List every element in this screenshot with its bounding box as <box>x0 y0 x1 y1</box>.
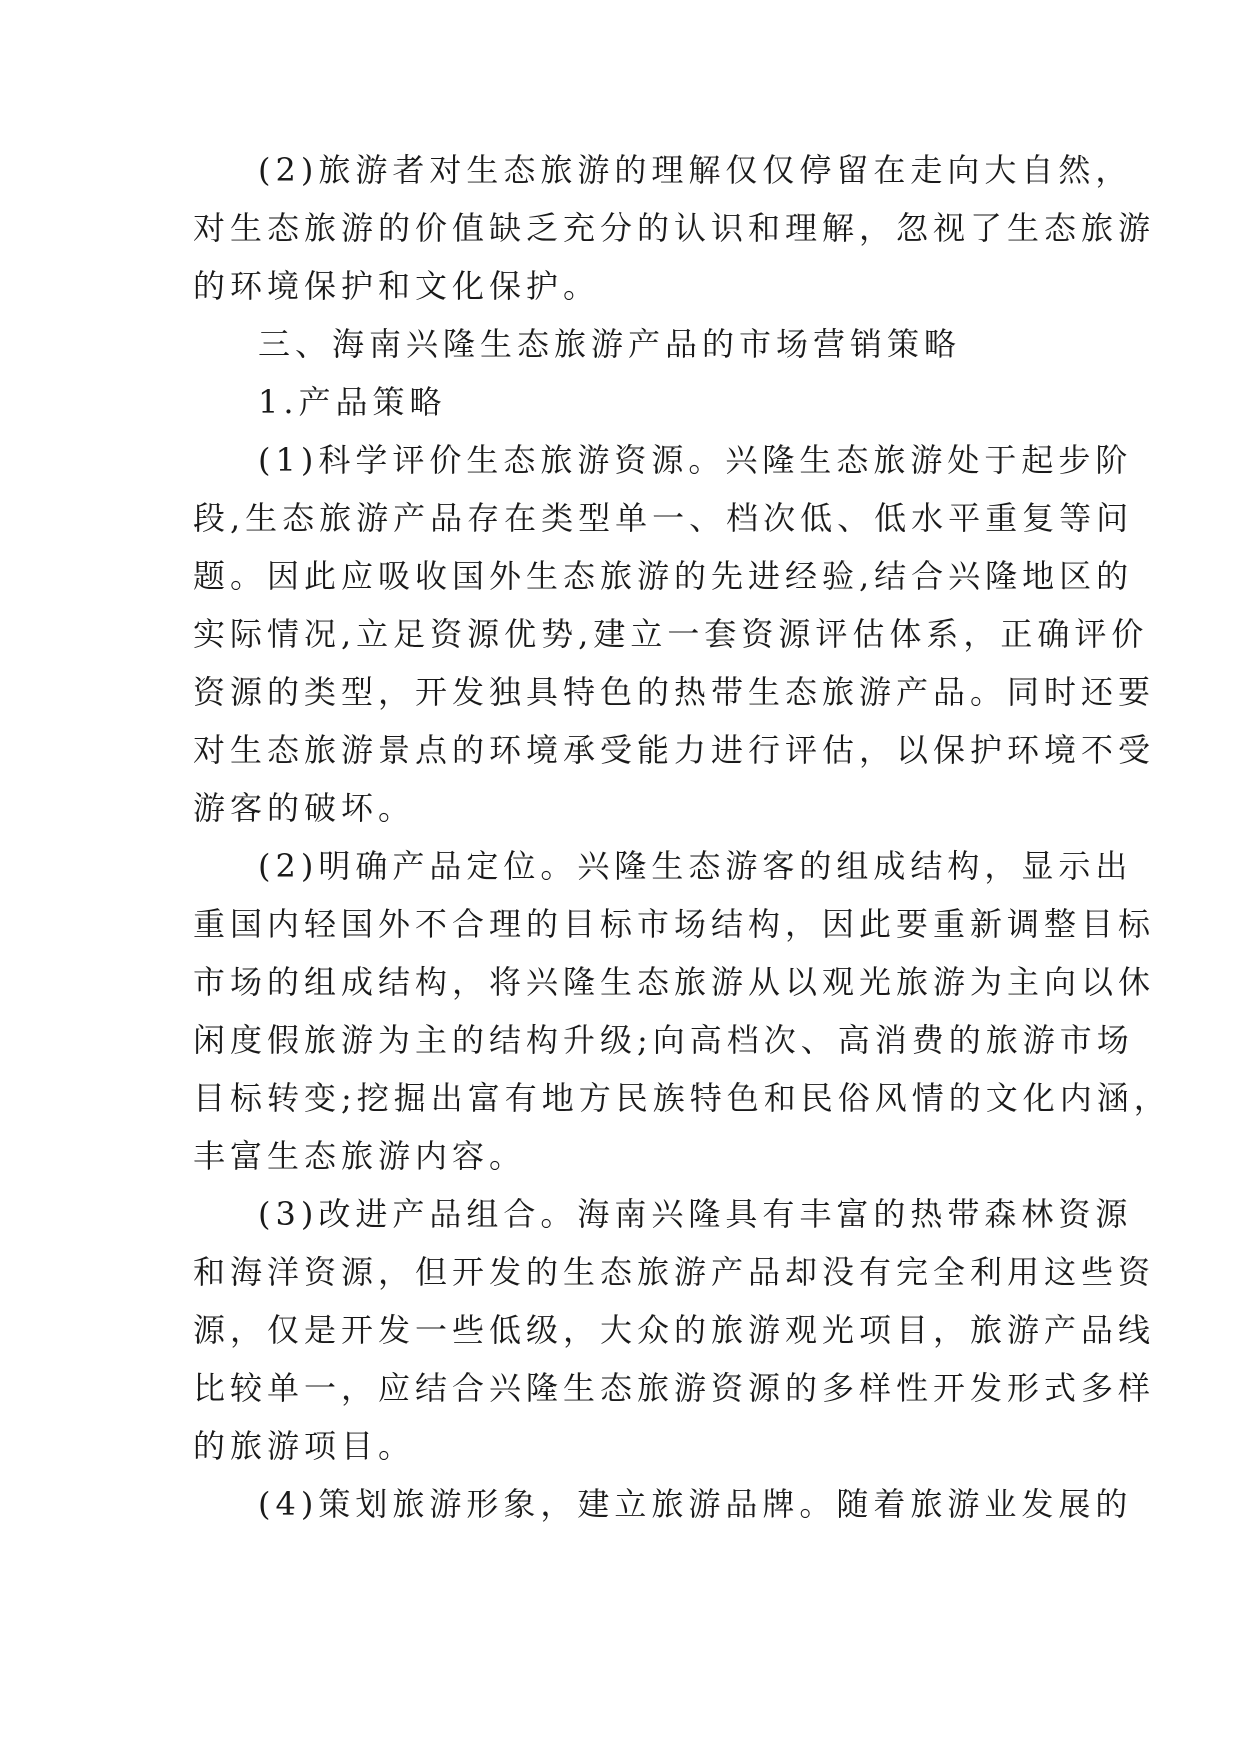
paragraph-line: 题。因此应吸收国外生态旅游的先进经验,结合兴隆地区的 <box>193 557 1134 595</box>
subsection-heading: 1.产品策略 <box>258 383 447 421</box>
paragraph-line: (2)旅游者对生态旅游的理解仅仅停留在走向大自然， <box>258 151 1133 189</box>
paragraph-line: 的环境保护和文化保护。 <box>193 267 601 305</box>
paragraph-line: 闲度假旅游为主的结构升级;向高档次、高消费的旅游市场 <box>193 1021 1134 1059</box>
paragraph-line: 资源的类型，开发独具特色的热带生态旅游产品。同时还要 <box>193 673 1156 711</box>
paragraph-line: (4)策划旅游形象，建立旅游品牌。随着旅游业发展的 <box>258 1485 1133 1523</box>
paragraph-line: 和海洋资源，但开发的生态旅游产品却没有完全利用这些资 <box>193 1253 1156 1291</box>
paragraph-line: (3)改进产品组合。海南兴隆具有丰富的热带森林资源 <box>258 1195 1133 1233</box>
paragraph-line: 源，仅是开发一些低级，大众的旅游观光项目，旅游产品线 <box>193 1311 1156 1349</box>
paragraph-line: 游客的破坏。 <box>193 789 416 827</box>
paragraph-line: 市场的组成结构，将兴隆生态旅游从以观光旅游为主向以休 <box>193 963 1156 1001</box>
paragraph-line: 重国内轻国外不合理的目标市场结构，因此要重新调整目标 <box>193 905 1156 943</box>
paragraph-line: (1)科学评价生态旅游资源。兴隆生态旅游处于起步阶 <box>258 441 1133 479</box>
paragraph-line: 对生态旅游景点的环境承受能力进行评估，以保护环境不受 <box>193 731 1156 769</box>
paragraph-line: 比较单一，应结合兴隆生态旅游资源的多样性开发形式多样 <box>193 1369 1156 1407</box>
paragraph-line: 对生态旅游的价值缺乏充分的认识和理解，忽视了生态旅游 <box>193 209 1156 247</box>
paragraph-line: 目标转变;挖掘出富有地方民族特色和民俗风情的文化内涵， <box>193 1079 1171 1117</box>
paragraph-line: 实际情况,立足资源优势,建立一套资源评估体系，正确评价 <box>193 615 1149 653</box>
section-heading: 三、海南兴隆生态旅游产品的市场营销策略 <box>258 325 962 363</box>
paragraph-line: 段,生态旅游产品存在类型单一、档次低、低水平重复等问 <box>193 499 1134 537</box>
paragraph-line: 的旅游项目。 <box>193 1427 416 1465</box>
paragraph-line: 丰富生态旅游内容。 <box>193 1137 527 1175</box>
paragraph-line: (2)明确产品定位。兴隆生态游客的组成结构，显示出 <box>258 847 1133 885</box>
